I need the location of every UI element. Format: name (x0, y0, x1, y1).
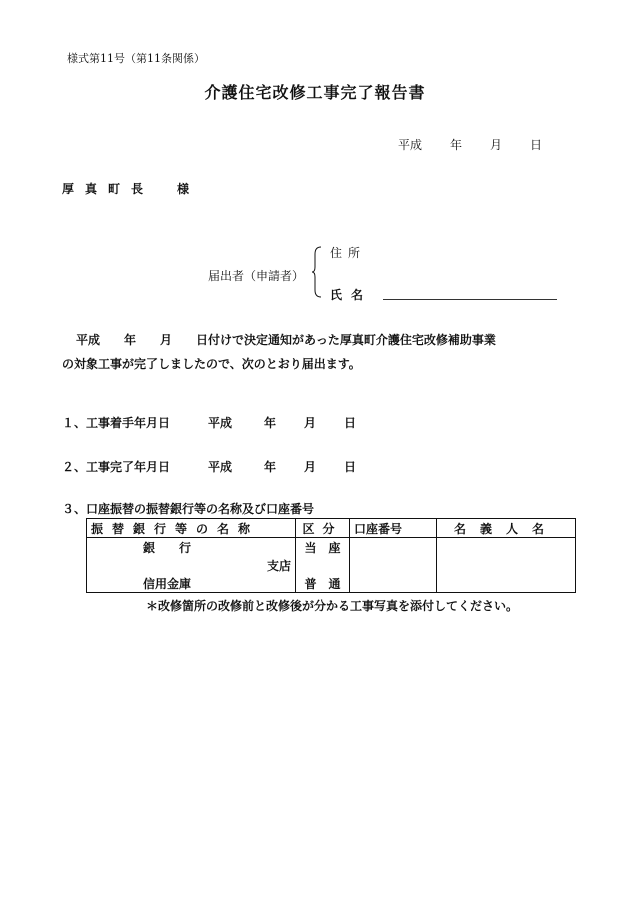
name-signature-line[interactable] (383, 299, 557, 300)
start-date-row (62, 414, 382, 430)
document-title: 介護住宅改修工事完了報告書 (204, 83, 426, 102)
bank-label: 銀 行 (87, 538, 296, 557)
body-paragraph (62, 328, 592, 376)
type-current[interactable]: 当 座 (296, 538, 350, 557)
name-label: 氏名 (330, 288, 373, 302)
photo-note: ＊改修箇所の改修前と改修後が分かる工事写真を添付してください。 (146, 599, 519, 613)
addressee: 厚真町長 様 (62, 182, 201, 196)
completion-date-day: 日 (344, 460, 357, 474)
report-date (398, 136, 578, 152)
completion-date-row (62, 458, 382, 474)
date-era: 平成 (398, 138, 423, 152)
holder-name-cell[interactable] (437, 538, 576, 593)
header-holder: 名義人名 (437, 519, 576, 538)
start-date-day: 日 (344, 416, 357, 430)
completion-date-year: 年 (264, 460, 277, 474)
type-spacer (296, 556, 350, 574)
account-number-cell[interactable] (350, 538, 437, 593)
brace-icon (312, 246, 322, 298)
start-date-year: 年 (264, 416, 277, 430)
bank-account-table (86, 518, 576, 593)
start-date-label: １、工事着手年月日 (62, 416, 171, 430)
type-ordinary[interactable]: 普 通 (296, 574, 350, 593)
form-number: 様式第11号（第11条関係） (67, 52, 205, 65)
completion-date-label: ２、工事完了年月日 (62, 460, 171, 474)
start-date-era: 平成 (208, 416, 233, 430)
completion-date-month: 月 (304, 460, 317, 474)
header-account-number: 口座番号 (350, 519, 437, 538)
address-label: 住所 (330, 246, 367, 260)
credit-union-label: 信用金庫 (87, 574, 296, 593)
completion-date-era: 平成 (208, 460, 233, 474)
branch-label: 支店 (87, 556, 296, 574)
account-section-label: ３、口座振替の振替銀行等の名称及び口座番号 (62, 502, 315, 516)
header-type: 区分 (296, 519, 350, 538)
table-row (87, 538, 576, 557)
date-year-label: 年 (450, 138, 463, 152)
header-bank-name: 振替銀行等の名称 (87, 519, 296, 538)
table-header-row (87, 519, 576, 538)
body-line-1: 平成 年 月 日付けで決定通知があった厚真町介護住宅改修補助事業 (76, 333, 496, 347)
start-date-month: 月 (304, 416, 317, 430)
date-day-label: 日 (530, 138, 543, 152)
body-line-2: の対象工事が完了しましたので、次のとおり届出ます。 (62, 357, 361, 371)
date-month-label: 月 (490, 138, 503, 152)
notifier-label: 届出者（申請者） (208, 269, 305, 283)
